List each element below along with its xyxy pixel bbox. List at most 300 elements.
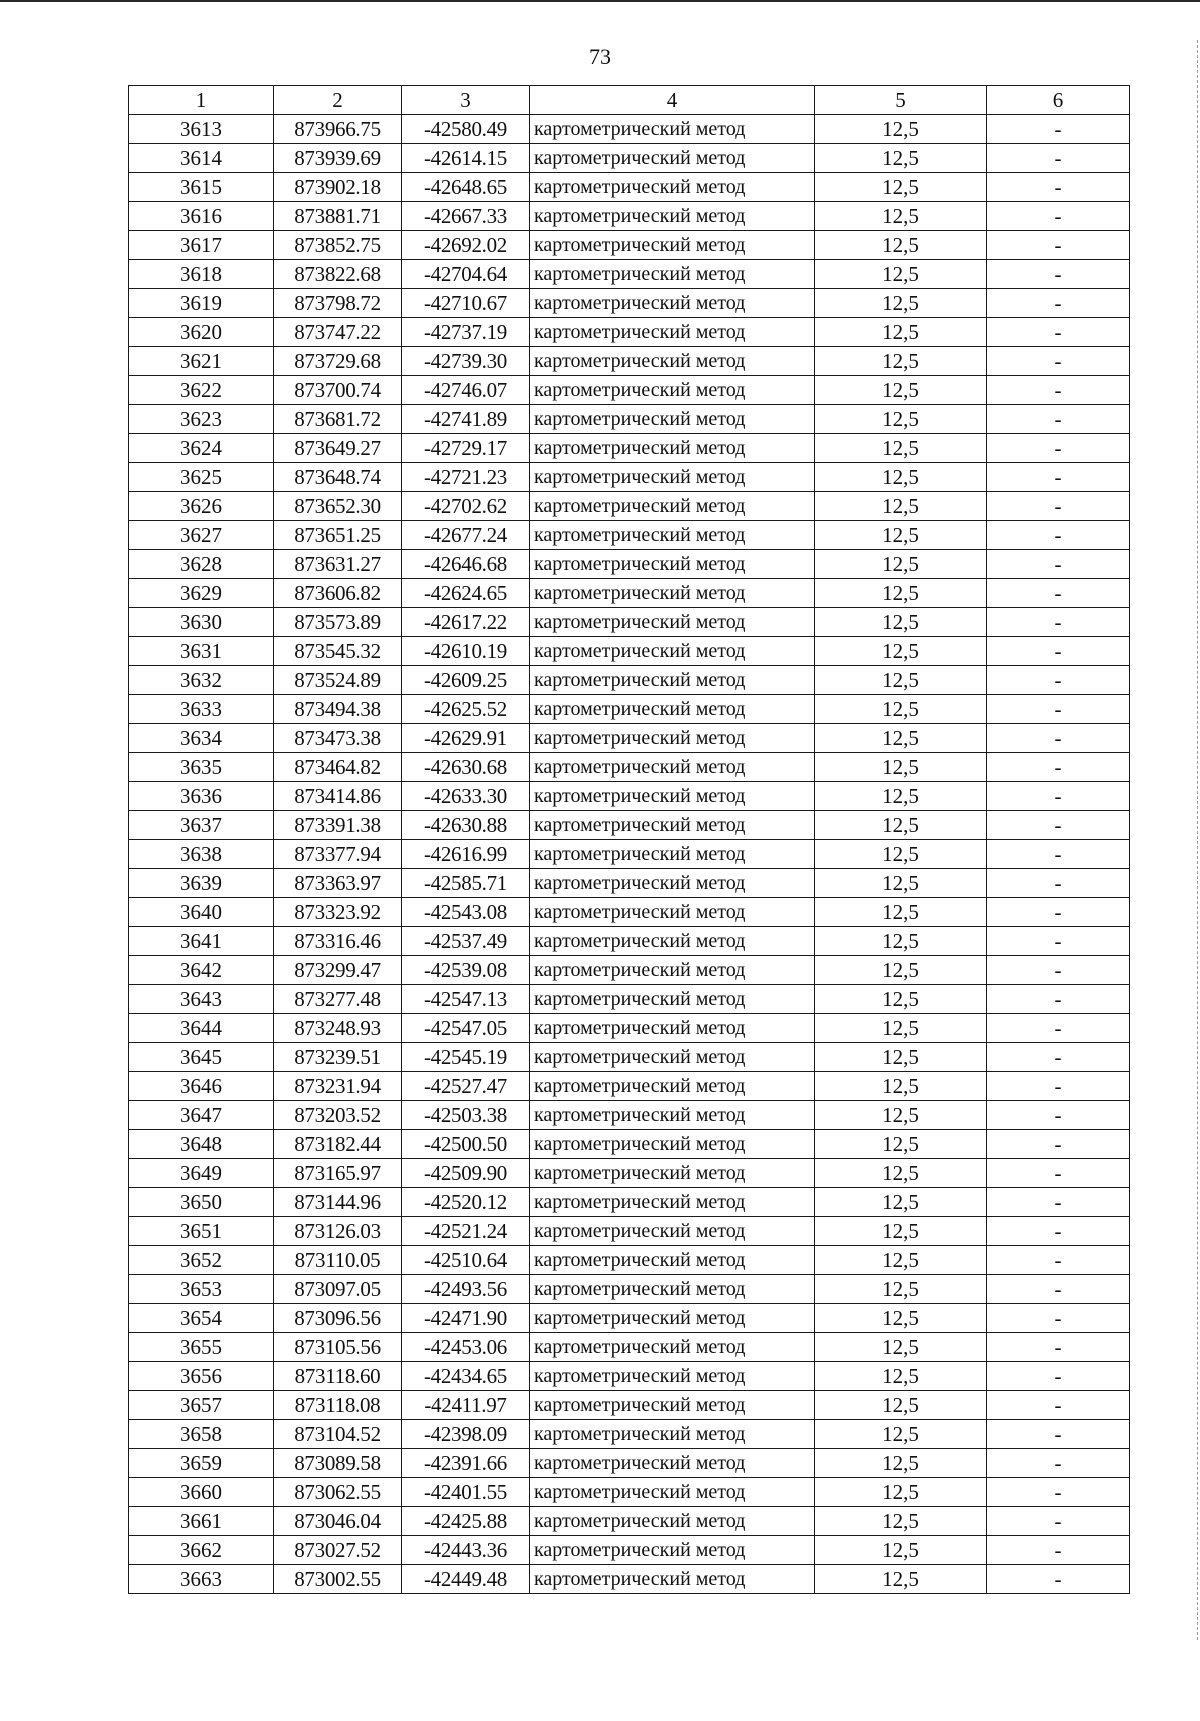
accuracy-cell: 12,5 bbox=[815, 521, 987, 550]
method-cell: картометрический метод bbox=[530, 1101, 815, 1130]
note-cell: - bbox=[987, 405, 1130, 434]
x-coordinate-cell: 873729.68 bbox=[274, 347, 402, 376]
y-coordinate-cell: -42737.19 bbox=[402, 318, 530, 347]
y-coordinate-cell: -42580.49 bbox=[402, 115, 530, 144]
note-cell: - bbox=[987, 1217, 1130, 1246]
method-cell: картометрический метод bbox=[530, 202, 815, 231]
table-row bbox=[129, 695, 1130, 724]
table-row bbox=[129, 666, 1130, 695]
note-cell: - bbox=[987, 956, 1130, 985]
accuracy-cell: 12,5 bbox=[815, 1362, 987, 1391]
note-cell: - bbox=[987, 434, 1130, 463]
method-cell: картометрический метод bbox=[530, 1014, 815, 1043]
x-coordinate-cell: 873299.47 bbox=[274, 956, 402, 985]
table-row bbox=[129, 608, 1130, 637]
x-coordinate-cell: 873966.75 bbox=[274, 115, 402, 144]
point-number-cell: 3618 bbox=[129, 260, 274, 289]
point-number-cell: 3653 bbox=[129, 1275, 274, 1304]
note-cell: - bbox=[987, 202, 1130, 231]
note-cell: - bbox=[987, 1014, 1130, 1043]
x-coordinate-cell: 873648.74 bbox=[274, 463, 402, 492]
note-cell: - bbox=[987, 289, 1130, 318]
y-coordinate-cell: -42521.24 bbox=[402, 1217, 530, 1246]
y-coordinate-cell: -42503.38 bbox=[402, 1101, 530, 1130]
table-row bbox=[129, 289, 1130, 318]
point-number-cell: 3648 bbox=[129, 1130, 274, 1159]
column-header-5: 5 bbox=[815, 86, 987, 115]
y-coordinate-cell: -42625.52 bbox=[402, 695, 530, 724]
point-number-cell: 3652 bbox=[129, 1246, 274, 1275]
method-cell: картометрический метод bbox=[530, 666, 815, 695]
point-number-cell: 3649 bbox=[129, 1159, 274, 1188]
note-cell: - bbox=[987, 927, 1130, 956]
point-number-cell: 3614 bbox=[129, 144, 274, 173]
note-cell: - bbox=[987, 260, 1130, 289]
method-cell: картометрический метод bbox=[530, 1043, 815, 1072]
y-coordinate-cell: -42543.08 bbox=[402, 898, 530, 927]
y-coordinate-cell: -42398.09 bbox=[402, 1420, 530, 1449]
y-coordinate-cell: -42646.68 bbox=[402, 550, 530, 579]
column-header-1: 1 bbox=[129, 86, 274, 115]
table-row bbox=[129, 1478, 1130, 1507]
method-cell: картометрический метод bbox=[530, 608, 815, 637]
point-number-cell: 3657 bbox=[129, 1391, 274, 1420]
page-number: 73 bbox=[589, 44, 611, 69]
method-cell: картометрический метод bbox=[530, 1565, 815, 1594]
method-cell: картометрический метод bbox=[530, 869, 815, 898]
method-cell: картометрический метод bbox=[530, 811, 815, 840]
note-cell: - bbox=[987, 521, 1130, 550]
table-row bbox=[129, 927, 1130, 956]
accuracy-cell: 12,5 bbox=[815, 695, 987, 724]
note-cell: - bbox=[987, 1478, 1130, 1507]
column-header-4: 4 bbox=[530, 86, 815, 115]
x-coordinate-cell: 873649.27 bbox=[274, 434, 402, 463]
point-number-cell: 3655 bbox=[129, 1333, 274, 1362]
point-number-cell: 3650 bbox=[129, 1188, 274, 1217]
scan-right-edge bbox=[1196, 40, 1198, 1640]
x-coordinate-cell: 873377.94 bbox=[274, 840, 402, 869]
method-cell: картометрический метод bbox=[530, 521, 815, 550]
y-coordinate-cell: -42677.24 bbox=[402, 521, 530, 550]
x-coordinate-cell: 873545.32 bbox=[274, 637, 402, 666]
point-number-cell: 3641 bbox=[129, 927, 274, 956]
y-coordinate-cell: -42702.62 bbox=[402, 492, 530, 521]
method-cell: картометрический метод bbox=[530, 724, 815, 753]
note-cell: - bbox=[987, 1275, 1130, 1304]
table-row bbox=[129, 956, 1130, 985]
y-coordinate-cell: -42746.07 bbox=[402, 376, 530, 405]
table-row bbox=[129, 1072, 1130, 1101]
table-row bbox=[129, 1449, 1130, 1478]
method-cell: картометрический метод bbox=[530, 376, 815, 405]
y-coordinate-cell: -42547.05 bbox=[402, 1014, 530, 1043]
note-cell: - bbox=[987, 753, 1130, 782]
column-header-6: 6 bbox=[987, 86, 1130, 115]
accuracy-cell: 12,5 bbox=[815, 463, 987, 492]
accuracy-cell: 12,5 bbox=[815, 434, 987, 463]
method-cell: картометрический метод bbox=[530, 550, 815, 579]
table-row bbox=[129, 173, 1130, 202]
note-cell: - bbox=[987, 840, 1130, 869]
point-number-cell: 3621 bbox=[129, 347, 274, 376]
method-cell: картометрический метод bbox=[530, 579, 815, 608]
point-number-cell: 3630 bbox=[129, 608, 274, 637]
method-cell: картометрический метод bbox=[530, 1420, 815, 1449]
table-row bbox=[129, 144, 1130, 173]
y-coordinate-cell: -42667.33 bbox=[402, 202, 530, 231]
x-coordinate-cell: 873391.38 bbox=[274, 811, 402, 840]
table-row bbox=[129, 869, 1130, 898]
y-coordinate-cell: -42453.06 bbox=[402, 1333, 530, 1362]
accuracy-cell: 12,5 bbox=[815, 550, 987, 579]
y-coordinate-cell: -42739.30 bbox=[402, 347, 530, 376]
point-number-cell: 3623 bbox=[129, 405, 274, 434]
y-coordinate-cell: -42401.55 bbox=[402, 1478, 530, 1507]
point-number-cell: 3640 bbox=[129, 898, 274, 927]
point-number-cell: 3637 bbox=[129, 811, 274, 840]
y-coordinate-cell: -42648.65 bbox=[402, 173, 530, 202]
method-cell: картометрический метод bbox=[530, 144, 815, 173]
point-number-cell: 3646 bbox=[129, 1072, 274, 1101]
accuracy-cell: 12,5 bbox=[815, 260, 987, 289]
table-row bbox=[129, 1101, 1130, 1130]
x-coordinate-cell: 873118.60 bbox=[274, 1362, 402, 1391]
scan-top-edge bbox=[0, 0, 1200, 2]
x-coordinate-cell: 873606.82 bbox=[274, 579, 402, 608]
accuracy-cell: 12,5 bbox=[815, 1391, 987, 1420]
table-row bbox=[129, 1536, 1130, 1565]
coordinates-table bbox=[128, 85, 1130, 1594]
x-coordinate-cell: 873573.89 bbox=[274, 608, 402, 637]
table-row bbox=[129, 463, 1130, 492]
accuracy-cell: 12,5 bbox=[815, 173, 987, 202]
accuracy-cell: 12,5 bbox=[815, 869, 987, 898]
table-row bbox=[129, 1304, 1130, 1333]
method-cell: картометрический метод bbox=[530, 1449, 815, 1478]
x-coordinate-cell: 873126.03 bbox=[274, 1217, 402, 1246]
x-coordinate-cell: 873248.93 bbox=[274, 1014, 402, 1043]
x-coordinate-cell: 873165.97 bbox=[274, 1159, 402, 1188]
x-coordinate-cell: 873700.74 bbox=[274, 376, 402, 405]
method-cell: картометрический метод bbox=[530, 260, 815, 289]
x-coordinate-cell: 873494.38 bbox=[274, 695, 402, 724]
point-number-cell: 3629 bbox=[129, 579, 274, 608]
x-coordinate-cell: 873524.89 bbox=[274, 666, 402, 695]
note-cell: - bbox=[987, 173, 1130, 202]
point-number-cell: 3661 bbox=[129, 1507, 274, 1536]
y-coordinate-cell: -42425.88 bbox=[402, 1507, 530, 1536]
x-coordinate-cell: 873316.46 bbox=[274, 927, 402, 956]
y-coordinate-cell: -42585.71 bbox=[402, 869, 530, 898]
note-cell: - bbox=[987, 115, 1130, 144]
table-row bbox=[129, 840, 1130, 869]
note-cell: - bbox=[987, 1420, 1130, 1449]
note-cell: - bbox=[987, 1188, 1130, 1217]
y-coordinate-cell: -42710.67 bbox=[402, 289, 530, 318]
note-cell: - bbox=[987, 811, 1130, 840]
x-coordinate-cell: 873182.44 bbox=[274, 1130, 402, 1159]
table-row bbox=[129, 1362, 1130, 1391]
note-cell: - bbox=[987, 1536, 1130, 1565]
point-number-cell: 3615 bbox=[129, 173, 274, 202]
y-coordinate-cell: -42471.90 bbox=[402, 1304, 530, 1333]
method-cell: картометрический метод bbox=[530, 985, 815, 1014]
x-coordinate-cell: 873104.52 bbox=[274, 1420, 402, 1449]
accuracy-cell: 12,5 bbox=[815, 840, 987, 869]
accuracy-cell: 12,5 bbox=[815, 405, 987, 434]
point-number-cell: 3663 bbox=[129, 1565, 274, 1594]
accuracy-cell: 12,5 bbox=[815, 898, 987, 927]
point-number-cell: 3625 bbox=[129, 463, 274, 492]
accuracy-cell: 12,5 bbox=[815, 985, 987, 1014]
accuracy-cell: 12,5 bbox=[815, 608, 987, 637]
accuracy-cell: 12,5 bbox=[815, 1507, 987, 1536]
table-row bbox=[129, 1275, 1130, 1304]
note-cell: - bbox=[987, 347, 1130, 376]
method-cell: картометрический метод bbox=[530, 782, 815, 811]
accuracy-cell: 12,5 bbox=[815, 1188, 987, 1217]
table-row bbox=[129, 550, 1130, 579]
x-coordinate-cell: 873852.75 bbox=[274, 231, 402, 260]
x-coordinate-cell: 873203.52 bbox=[274, 1101, 402, 1130]
x-coordinate-cell: 873363.97 bbox=[274, 869, 402, 898]
y-coordinate-cell: -42545.19 bbox=[402, 1043, 530, 1072]
note-cell: - bbox=[987, 376, 1130, 405]
method-cell: картометрический метод bbox=[530, 1275, 815, 1304]
method-cell: картометрический метод bbox=[530, 898, 815, 927]
accuracy-cell: 12,5 bbox=[815, 231, 987, 260]
method-cell: картометрический метод bbox=[530, 956, 815, 985]
y-coordinate-cell: -42633.30 bbox=[402, 782, 530, 811]
x-coordinate-cell: 873652.30 bbox=[274, 492, 402, 521]
table-row bbox=[129, 1507, 1130, 1536]
y-coordinate-cell: -42624.65 bbox=[402, 579, 530, 608]
table-row bbox=[129, 318, 1130, 347]
note-cell: - bbox=[987, 724, 1130, 753]
x-coordinate-cell: 873464.82 bbox=[274, 753, 402, 782]
table-row bbox=[129, 1217, 1130, 1246]
x-coordinate-cell: 873473.38 bbox=[274, 724, 402, 753]
note-cell: - bbox=[987, 1159, 1130, 1188]
accuracy-cell: 12,5 bbox=[815, 927, 987, 956]
note-cell: - bbox=[987, 695, 1130, 724]
method-cell: картометрический метод bbox=[530, 173, 815, 202]
point-number-cell: 3638 bbox=[129, 840, 274, 869]
y-coordinate-cell: -42629.91 bbox=[402, 724, 530, 753]
method-cell: картометрический метод bbox=[530, 927, 815, 956]
table-row bbox=[129, 1043, 1130, 1072]
note-cell: - bbox=[987, 1391, 1130, 1420]
table-row bbox=[129, 231, 1130, 260]
x-coordinate-cell: 873277.48 bbox=[274, 985, 402, 1014]
method-cell: картометрический метод bbox=[530, 289, 815, 318]
note-cell: - bbox=[987, 579, 1130, 608]
method-cell: картометрический метод bbox=[530, 1130, 815, 1159]
accuracy-cell: 12,5 bbox=[815, 1043, 987, 1072]
table-row bbox=[129, 347, 1130, 376]
table-row bbox=[129, 1188, 1130, 1217]
table-row bbox=[129, 1130, 1130, 1159]
accuracy-cell: 12,5 bbox=[815, 1130, 987, 1159]
table-row bbox=[129, 202, 1130, 231]
x-coordinate-cell: 873939.69 bbox=[274, 144, 402, 173]
accuracy-cell: 12,5 bbox=[815, 811, 987, 840]
table-row bbox=[129, 579, 1130, 608]
note-cell: - bbox=[987, 637, 1130, 666]
note-cell: - bbox=[987, 1507, 1130, 1536]
y-coordinate-cell: -42609.25 bbox=[402, 666, 530, 695]
y-coordinate-cell: -42692.02 bbox=[402, 231, 530, 260]
method-cell: картометрический метод bbox=[530, 1188, 815, 1217]
y-coordinate-cell: -42493.56 bbox=[402, 1275, 530, 1304]
table-row bbox=[129, 753, 1130, 782]
y-coordinate-cell: -42616.99 bbox=[402, 840, 530, 869]
note-cell: - bbox=[987, 1565, 1130, 1594]
y-coordinate-cell: -42509.90 bbox=[402, 1159, 530, 1188]
accuracy-cell: 12,5 bbox=[815, 492, 987, 521]
note-cell: - bbox=[987, 1130, 1130, 1159]
x-coordinate-cell: 873631.27 bbox=[274, 550, 402, 579]
accuracy-cell: 12,5 bbox=[815, 1565, 987, 1594]
table-row bbox=[129, 1159, 1130, 1188]
accuracy-cell: 12,5 bbox=[815, 1014, 987, 1043]
table-row bbox=[129, 782, 1130, 811]
point-number-cell: 3620 bbox=[129, 318, 274, 347]
y-coordinate-cell: -42610.19 bbox=[402, 637, 530, 666]
method-cell: картометрический метод bbox=[530, 1362, 815, 1391]
x-coordinate-cell: 873046.04 bbox=[274, 1507, 402, 1536]
x-coordinate-cell: 873902.18 bbox=[274, 173, 402, 202]
point-number-cell: 3617 bbox=[129, 231, 274, 260]
note-cell: - bbox=[987, 1304, 1130, 1333]
note-cell: - bbox=[987, 985, 1130, 1014]
method-cell: картометрический метод bbox=[530, 1072, 815, 1101]
point-number-cell: 3642 bbox=[129, 956, 274, 985]
accuracy-cell: 12,5 bbox=[815, 1478, 987, 1507]
y-coordinate-cell: -42411.97 bbox=[402, 1391, 530, 1420]
accuracy-cell: 12,5 bbox=[815, 666, 987, 695]
point-number-cell: 3632 bbox=[129, 666, 274, 695]
x-coordinate-cell: 873681.72 bbox=[274, 405, 402, 434]
point-number-cell: 3643 bbox=[129, 985, 274, 1014]
point-number-cell: 3619 bbox=[129, 289, 274, 318]
x-coordinate-cell: 873096.56 bbox=[274, 1304, 402, 1333]
accuracy-cell: 12,5 bbox=[815, 1246, 987, 1275]
accuracy-cell: 12,5 bbox=[815, 956, 987, 985]
method-cell: картометрический метод bbox=[530, 463, 815, 492]
point-number-cell: 3656 bbox=[129, 1362, 274, 1391]
accuracy-cell: 12,5 bbox=[815, 1101, 987, 1130]
column-header-3: 3 bbox=[402, 86, 530, 115]
table-row bbox=[129, 1420, 1130, 1449]
accuracy-cell: 12,5 bbox=[815, 1275, 987, 1304]
accuracy-cell: 12,5 bbox=[815, 724, 987, 753]
y-coordinate-cell: -42520.12 bbox=[402, 1188, 530, 1217]
accuracy-cell: 12,5 bbox=[815, 347, 987, 376]
point-number-cell: 3659 bbox=[129, 1449, 274, 1478]
note-cell: - bbox=[987, 231, 1130, 260]
table-row bbox=[129, 405, 1130, 434]
x-coordinate-cell: 873414.86 bbox=[274, 782, 402, 811]
table-row bbox=[129, 985, 1130, 1014]
method-cell: картометрический метод bbox=[530, 405, 815, 434]
method-cell: картометрический метод bbox=[530, 115, 815, 144]
table-row bbox=[129, 260, 1130, 289]
method-cell: картометрический метод bbox=[530, 753, 815, 782]
point-number-cell: 3635 bbox=[129, 753, 274, 782]
x-coordinate-cell: 873747.22 bbox=[274, 318, 402, 347]
point-number-cell: 3644 bbox=[129, 1014, 274, 1043]
method-cell: картометрический метод bbox=[530, 1159, 815, 1188]
accuracy-cell: 12,5 bbox=[815, 115, 987, 144]
note-cell: - bbox=[987, 492, 1130, 521]
note-cell: - bbox=[987, 666, 1130, 695]
point-number-cell: 3633 bbox=[129, 695, 274, 724]
table-row bbox=[129, 521, 1130, 550]
accuracy-cell: 12,5 bbox=[815, 289, 987, 318]
accuracy-cell: 12,5 bbox=[815, 144, 987, 173]
accuracy-cell: 12,5 bbox=[815, 1449, 987, 1478]
point-number-cell: 3631 bbox=[129, 637, 274, 666]
table-row bbox=[129, 637, 1130, 666]
x-coordinate-cell: 873822.68 bbox=[274, 260, 402, 289]
y-coordinate-cell: -42510.64 bbox=[402, 1246, 530, 1275]
method-cell: картометрический метод bbox=[530, 1478, 815, 1507]
point-number-cell: 3613 bbox=[129, 115, 274, 144]
note-cell: - bbox=[987, 1043, 1130, 1072]
note-cell: - bbox=[987, 782, 1130, 811]
method-cell: картометрический метод bbox=[530, 1333, 815, 1362]
point-number-cell: 3645 bbox=[129, 1043, 274, 1072]
y-coordinate-cell: -42547.13 bbox=[402, 985, 530, 1014]
method-cell: картометрический метод bbox=[530, 347, 815, 376]
table-row bbox=[129, 811, 1130, 840]
point-number-cell: 3628 bbox=[129, 550, 274, 579]
point-number-cell: 3651 bbox=[129, 1217, 274, 1246]
table-header-row bbox=[129, 86, 1130, 115]
point-number-cell: 3616 bbox=[129, 202, 274, 231]
y-coordinate-cell: -42741.89 bbox=[402, 405, 530, 434]
x-coordinate-cell: 873144.96 bbox=[274, 1188, 402, 1217]
table-row bbox=[129, 1246, 1130, 1275]
accuracy-cell: 12,5 bbox=[815, 1217, 987, 1246]
table-row bbox=[129, 1014, 1130, 1043]
method-cell: картометрический метод bbox=[530, 1507, 815, 1536]
point-number-cell: 3660 bbox=[129, 1478, 274, 1507]
table-row bbox=[129, 115, 1130, 144]
accuracy-cell: 12,5 bbox=[815, 753, 987, 782]
table-row bbox=[129, 898, 1130, 927]
note-cell: - bbox=[987, 463, 1130, 492]
note-cell: - bbox=[987, 144, 1130, 173]
point-number-cell: 3647 bbox=[129, 1101, 274, 1130]
x-coordinate-cell: 873651.25 bbox=[274, 521, 402, 550]
note-cell: - bbox=[987, 1449, 1130, 1478]
note-cell: - bbox=[987, 318, 1130, 347]
note-cell: - bbox=[987, 898, 1130, 927]
y-coordinate-cell: -42443.36 bbox=[402, 1536, 530, 1565]
method-cell: картометрический метод bbox=[530, 840, 815, 869]
method-cell: картометрический метод bbox=[530, 1391, 815, 1420]
x-coordinate-cell: 873798.72 bbox=[274, 289, 402, 318]
table-row bbox=[129, 1391, 1130, 1420]
point-number-cell: 3622 bbox=[129, 376, 274, 405]
y-coordinate-cell: -42630.88 bbox=[402, 811, 530, 840]
accuracy-cell: 12,5 bbox=[815, 1333, 987, 1362]
point-number-cell: 3658 bbox=[129, 1420, 274, 1449]
table-row bbox=[129, 1333, 1130, 1362]
